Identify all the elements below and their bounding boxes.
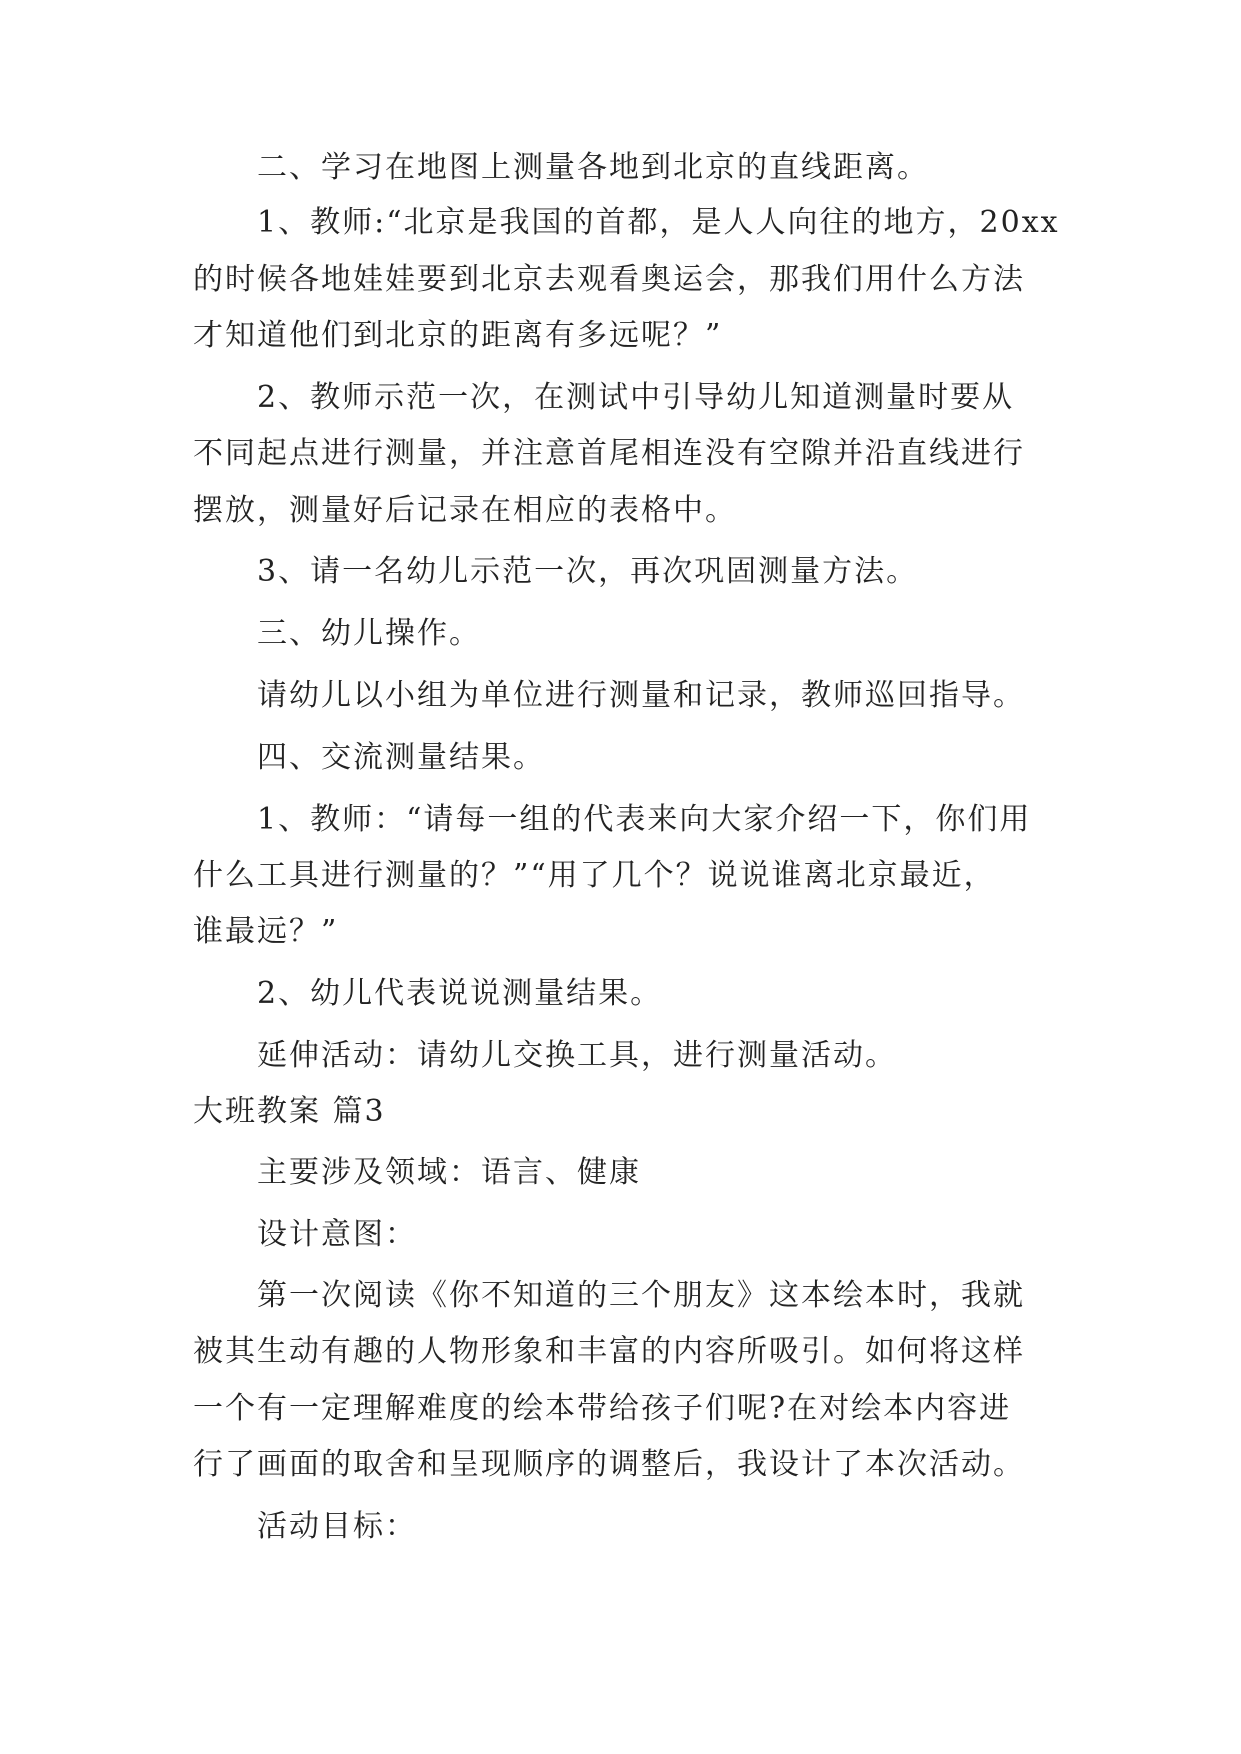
paragraph-line: 请幼儿以小组为单位进行测量和记录，教师巡回指导。 — [257, 678, 1025, 713]
paragraph-line: 1、教师：“请每一组的代表来向大家介绍一下，你们用 — [257, 802, 1032, 837]
paragraph-line: 什么工具进行测量的？”“用了几个？说说谁离北京最近， — [193, 858, 996, 893]
section-heading: 设计意图： — [257, 1217, 417, 1252]
section-heading: 活动目标： — [257, 1509, 417, 1544]
paragraph-line: 二、学习在地图上测量各地到北京的直线距离。 — [257, 150, 929, 185]
section-heading: 四、交流测量结果。 — [257, 740, 545, 775]
section-heading: 三、幼儿操作。 — [257, 616, 481, 651]
paragraph-line: 摆放，测量好后记录在相应的表格中。 — [193, 493, 737, 528]
paragraph-line: 第一次阅读《你不知道的三个朋友》这本绘本时，我就 — [257, 1278, 1025, 1313]
paragraph-line: 1、教师:“北京是我国的首都，是人人向往的地方，20xx — [257, 205, 1060, 240]
paragraph-line: 主要涉及领域：语言、健康 — [257, 1155, 641, 1190]
document-title: 大班教案 篇3 — [193, 1094, 386, 1129]
paragraph-line: 的时候各地娃娃要到北京去观看奥运会，那我们用什么方法 — [193, 262, 1025, 297]
paragraph-line: 延伸活动：请幼儿交换工具，进行测量活动。 — [257, 1038, 897, 1073]
paragraph-line: 行了画面的取舍和呈现顺序的调整后，我设计了本次活动。 — [193, 1447, 1025, 1482]
paragraph-line: 才知道他们到北京的距离有多远呢？” — [193, 318, 723, 353]
paragraph-line: 2、教师示范一次，在测试中引导幼儿知道测量时要从 — [257, 380, 1015, 415]
paragraph-line: 2、幼儿代表说说测量结果。 — [257, 976, 663, 1011]
paragraph-line: 一个有一定理解难度的绘本带给孩子们呢?在对绘本内容进 — [193, 1391, 1012, 1426]
paragraph-line: 被其生动有趣的人物形象和丰富的内容所吸引。如何将这样 — [193, 1334, 1025, 1369]
paragraph-line: 3、请一名幼儿示范一次，再次巩固测量方法。 — [257, 554, 919, 589]
paragraph-line: 不同起点进行测量，并注意首尾相连没有空隙并沿直线进行 — [193, 436, 1025, 471]
paragraph-line: 谁最远？” — [193, 914, 339, 949]
